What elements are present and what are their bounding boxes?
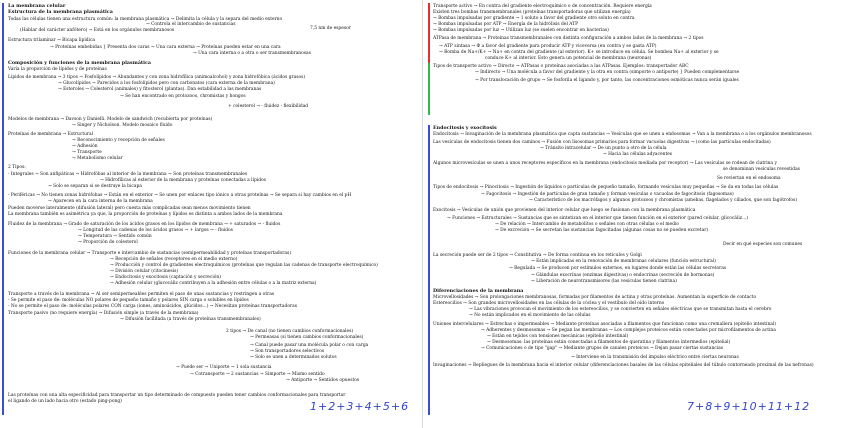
text-line: Tipos de transporte activo → Directo → ATPasas o proteínas asociadas a las ATPasas. Ejemplos: transportador ABC — [433, 64, 689, 69]
text-line: → Glándulas exocrinas (enzimas digestivas) o endocrinas (secreción de hormonas) — [531, 273, 715, 278]
text-line: → Temperatura → Sentido común — [78, 234, 152, 239]
text-line: → Controla el intercambio de sustancias — [146, 22, 236, 27]
text-line: → Bombas impulsadas por ATP → Energía de la hidrólisis del ATP — [433, 22, 579, 27]
text-line: → Liberación de neurotransmisores (las vesículas tienen clatrina) — [531, 279, 677, 284]
text-line: → Solo se unen a determinados solutos — [250, 355, 337, 360]
text-line: → Funciones → Estructurales → Sustancias que se sintetizan en el interior que tienen función en el exterior (pared celular, glicocáliz...) — [447, 216, 748, 221]
text-line: → Permeasas (sí tienen cambios conformacionales) — [250, 335, 364, 340]
text-line: → Solo se separan si se destruye la bicapa — [48, 184, 142, 189]
text-line: (Hablar del carácter anfótero) → Está en los orgánulos membranosos — [20, 28, 175, 33]
text-line: Estructura trilaminar → Bicapa lipídica — [8, 38, 96, 43]
text-line: se denominan vesículas revestidas — [723, 167, 800, 172]
text-line: Transporte pasivo (no requiere energía) → Difusión simple (a través de la membrana) — [8, 311, 199, 316]
text-line: Las vesículas de endocitosis tienen dos caminos → Fusión con lisosomas primarios para formar vacuolas digestivas → (como las partículas endocitadas) — [433, 140, 771, 145]
text-line: → Longitud de las cadenas de los ácidos grasos → + largos → - fluidos — [78, 228, 233, 233]
text-line: Algunos microvesículas se unen a unos receptores específicos en la membrana (endocitosis mediada por receptor) → Las vesículas se rodean de clatrina y — [433, 161, 777, 166]
text-line: Transporte activo → En contra del gradiente electroquímico o de concentración. Requiere energía — [433, 4, 652, 9]
text-line: → Aparecen en la cara interna de la membrana — [48, 199, 153, 204]
text-line: → Proporción de colesterol — [78, 240, 138, 245]
text-line: → No están implicados en el movimiento de las células — [469, 313, 591, 318]
heading-estructura: Estructura de la membrana plasmática — [8, 9, 113, 15]
margin-bar-red — [428, 3, 430, 63]
text-line: → Están implicadas en la renovación de membranas celulares (función estructural) — [531, 259, 716, 264]
right-page — [425, 0, 848, 428]
text-line: → Canal puede pasar una molécula polar o con carga — [250, 343, 369, 348]
text-line: - No se permite el paso de: moléculas polares CON carga (iones, aminoácidos, glúcidos...) → Necesitan proteínas transportadoras — [8, 304, 297, 309]
text-line: → Difusión facilitada (a través de proteínas transmembranales) — [120, 317, 261, 322]
text-line: → Hidrofílicas al exterior de la membrana y proteínas conectadas a lípidos — [100, 178, 266, 183]
text-line: 2 tipos → De canal (no tienen cambios conformacionales) — [226, 329, 354, 334]
text-line: Proteínas de membrana → Estructural — [8, 132, 94, 137]
handwritten-note: 1+2+3+4+5+6 — [310, 400, 410, 413]
text-line: Funciones de la membrana celular → Transporte e intercambio de sustancias (semipermeabilidad y proteínas transportadoras) — [8, 251, 291, 256]
text-line: → Metabolismo celular — [72, 156, 123, 161]
text-line: → Tránsito intracelular → De un punto a otro de la célula — [540, 146, 667, 151]
text-line: → ATP sintasa → Φ a favor del gradiente para producir ATP y viceversa (en contra y se gasta ATP) — [439, 44, 657, 49]
text-line: → Bombas impulsadas por luz → Utilizan luz (se suelen encontrar en bacterias) — [433, 28, 609, 33]
text-line: → Están en tejidos con tensiones mecánicas (epitelio intestinal) — [487, 334, 629, 339]
text-line: Tipos de endocitosis → Pinocitosis → Ingestión de líquidos o partículas de pequeño tamaño, formando vesículas muy pequeñas → Se da en todas las células — [433, 185, 779, 190]
page-title: La membrana celular — [8, 3, 66, 9]
text-line: → Antiporte → Sentidos opuestos — [286, 378, 360, 383]
margin-bar-blue — [428, 125, 430, 415]
text-line: Lípidos de membrana → 3 tipos → Fosfolípidos → Abundantes y con zona hidrofílica (animoalcohol) y zona hidrofóbica (ácidos grasos) — [8, 75, 306, 80]
text-line: - Integrales → Son anfipáticas → Hidrofóbas al interior de la membrana → Son proteínas transmembranales — [8, 172, 248, 177]
text-line: → Producción y control de gradientes electroquímicos (proteínas que regulan las cadenas de transporte electroquímico) — [110, 263, 378, 268]
text-line: → Bomba de Na+/K+ → Na+ en contra del gradiente (al exterior). K+ se introduce en célula. Se bombea Na+ al exterior y se — [439, 50, 719, 55]
handwritten-note: 7+8+9+10+11+12 — [687, 400, 811, 413]
text-line: → Esteroles → Colesterol (animales) y fitosterol (plantas). Dan estabilidad a las membranas — [58, 87, 262, 92]
text-line: Modelos de membrana → Davson y Danielli. Modelo de sandwich (recubierta por proteínas) — [8, 117, 213, 122]
text-line: → Glucolípidos → Parecidos a los fosfolípidos pero con carbonatos (cara externa de la membrana) — [58, 81, 275, 86]
heading-diferenciaciones: Diferenciaciones de la membrana — [433, 288, 524, 294]
text-line: → Recepción de señales (receptores en el medio externo) — [110, 257, 238, 262]
text-line: → Una cara interna o a otra o ser transmembranosas — [193, 51, 311, 56]
text-line: + colesterol → - fluidez - flexibilidad — [228, 104, 309, 109]
margin-bar-blue — [2, 3, 4, 415]
text-line: → Puede ser → Uniporte → 1 sola sustancia — [176, 365, 272, 370]
text-line: Transporte a través de la membrana → Al ser semipermeables permiten el paso de unas sustancias y restringen a otras — [8, 292, 275, 297]
text-line: → Son transportadores selectivos — [250, 349, 325, 354]
text-line: Se reviertan en el endosoma — [717, 176, 781, 181]
text-line: → Transporte — [72, 150, 102, 155]
text-line: → Desmosomas: las proteínas están conectadas a filamentos de queratina y filamentos intermedios (epitelial) — [487, 340, 731, 345]
left-page — [0, 0, 421, 428]
text-line: Varía la proporción de lípidos y de proteínas — [8, 67, 107, 72]
heading-endocitosis: Endocitosis y exocitosis — [433, 125, 497, 131]
text-line: → Se han encontrado en protozoos, chromistas y hongos — [120, 94, 246, 99]
text-line: → Adhesión celular (glucocáliz contribuyen a la adhesión entre células o a la matriz externa) — [110, 281, 317, 286]
text-line: → División celular (citocinesis) — [110, 269, 179, 274]
text-line: Estereocilios → Son grandes microvellosidades en las células de la cóclea y el vestíbulo del oído interno — [433, 301, 665, 306]
text-line: ATPasa de membrana → Proteínas transmembranales con distinta configuración a ambos lados de la membrana → 2 tipos — [433, 36, 704, 41]
text-line: → Endocitosis y exocitosis (captación y secreción) — [110, 275, 221, 280]
text-line: - Periféricas → No tienen zonas hidrófobas → Están en el exterior → Se unen por enlaces tipo iónico a otras proteínas → Se separa si hay cambios en el pH — [8, 193, 352, 198]
heading-composicion: Composición y funciones de la membrana plasmática — [8, 60, 151, 66]
text-line: conduce K+ al interior. Esto genera un potencial de membrana (neuronas) — [485, 56, 652, 61]
text-line: → Interviene en la transmisión del impulso eléctrico entre ciertas neuronas — [571, 355, 739, 360]
text-line: La membrana también es asimétrica ya que, la proporción de proteínas y lípidos es distinta a ambos lados de la membrana — [8, 212, 283, 217]
text-line: → Las vibraciones provocan el movimiento de los estereocilios, y se convierten en señales eléctricas que se transmitan hasta el cerebro — [469, 307, 772, 312]
text-line: → Hacia las células adyacentes — [603, 152, 673, 157]
text-line: → Característico de los macrófagos y algunos protozoos y chromistas (amebas, flagelados y ciliados, que son fagótrofos) — [529, 198, 797, 203]
note: 7,5 nm de espesor — [310, 26, 351, 31]
text-line: → Comunicaciones o de tipo "gap" → Mediante grupos de canales proteicos → Dejan pasar ciertas sustancias — [481, 346, 724, 351]
text-line: → Regulada → Se producen por estímulos externos, en lugares donde están las células secretoras — [509, 266, 727, 271]
text-line: → Por translocación de grupo → Se fosforila el ligando y, por tanto, las concentraciones osmóticas nunca serán iguales — [475, 78, 739, 83]
text-line: → De relación → Intercambio de metabolitos o señales con otras células o el medio — [495, 222, 680, 227]
text-line: → Reconocimiento y recepción de señales — [72, 138, 165, 143]
text-line: Pueden moverse lateralmente (difusión lateral) pero cuesta más complicadas sean menos movimiento tienen — [8, 206, 251, 211]
text-line: Todas las células tienen una estructura común: la membrana plasmática → Delimita la célula y la separa del medio externo — [8, 17, 283, 22]
text-line: Las proteínas con una alta especificidad para transportar un tipo determinado de compuesto pueden tener cambios conformacionales para transportar — [8, 393, 346, 398]
text-line: La secreción puede ser de 2 tipos → Constitutiva → De forma continua en los retículos y Golgi — [433, 253, 642, 258]
text-line: Existen tres bombas transmembranales (proteínas transportadoras que utilizan energía) — [433, 10, 631, 15]
text-line: 2 Tipos: — [8, 165, 26, 170]
text-line: Microvellosidades → Son prolongaciones membranosas, formadas por filamentos de actina y otras proteínas. Aumentan la superficie de contacto — [433, 295, 757, 300]
text-line: - Se permite el paso de: moléculas NO polares de pequeño tamaño y polares SIN carga o solubles en lípidos — [8, 298, 249, 303]
text-line: → De excreción → Se secretan las sustancias fagocitadas (algunas cosas no se pueden excretar) — [495, 228, 709, 233]
text-line: → Adherentes y desmosomas → Se pegan las membranas → Los complejos proteicos están conectados por microfilamentos de actina — [481, 328, 776, 333]
text-line: Fluidez de la membrana → Grado de saturación de los ácidos grasos en los lípidos de membrana → + saturados → - fluidos — [8, 222, 281, 227]
margin-note: Decir en qué especies son comunes — [723, 242, 803, 247]
text-line: → Proteínas embebidas } Presenta dos caras → Una cara externa → Proteínas pueden estar en una cara — [50, 45, 281, 50]
text-line: el ligando de un lado hacia otro (estado ping-pong) — [8, 399, 122, 404]
margin-bar-green — [428, 63, 430, 115]
text-line: → Adhesión — [72, 144, 98, 149]
text-line: → Fagocitosis → Ingestión de partículas de gran tamaño y forman vesículas o vacuolas de fagocitosis (fagosomas) — [481, 192, 734, 197]
text-line: Endocitosis → Invaginación de la membrana plasmática que capta sustancias → Vesículas que se unen a endosomas → Van a la membrana o a los orgánulos membranosos — [433, 132, 812, 137]
text-line: → Cotransporte → 2 sustancias → Simporte → Mismo sentido — [190, 372, 325, 377]
page-divider — [422, 0, 423, 428]
text-line: Uniones intercelulares → Estrechas o impermeables → Mediante proteínas asociadas a filamentos que funcionan como una cremallera (epitelio intestinal) — [433, 322, 777, 327]
text-line: → Indirecto → Una molécula a favor del gradiente y la otra en contra (simporte o antiporte) } Pueden complementarse — [475, 70, 740, 75]
text-line: → Singer y Nicholson. Modelo mosaico fluido — [72, 123, 173, 128]
text-line: Invaginaciones → Repliegues de la membrana hacia el interior celular (diferenciaciones basales de las células epiteliales del túbulo contorneado proximal de las nefronas) — [433, 363, 814, 368]
text-line: Exocitosis → Vesículas de unión que provienen del interior celular que luego se fusionan con la membrana plasmática — [433, 208, 696, 213]
text-line: → Bombas impulsadas por gradiente → 1 soluto a favor del gradiente otro soluto en contra — [433, 16, 635, 21]
